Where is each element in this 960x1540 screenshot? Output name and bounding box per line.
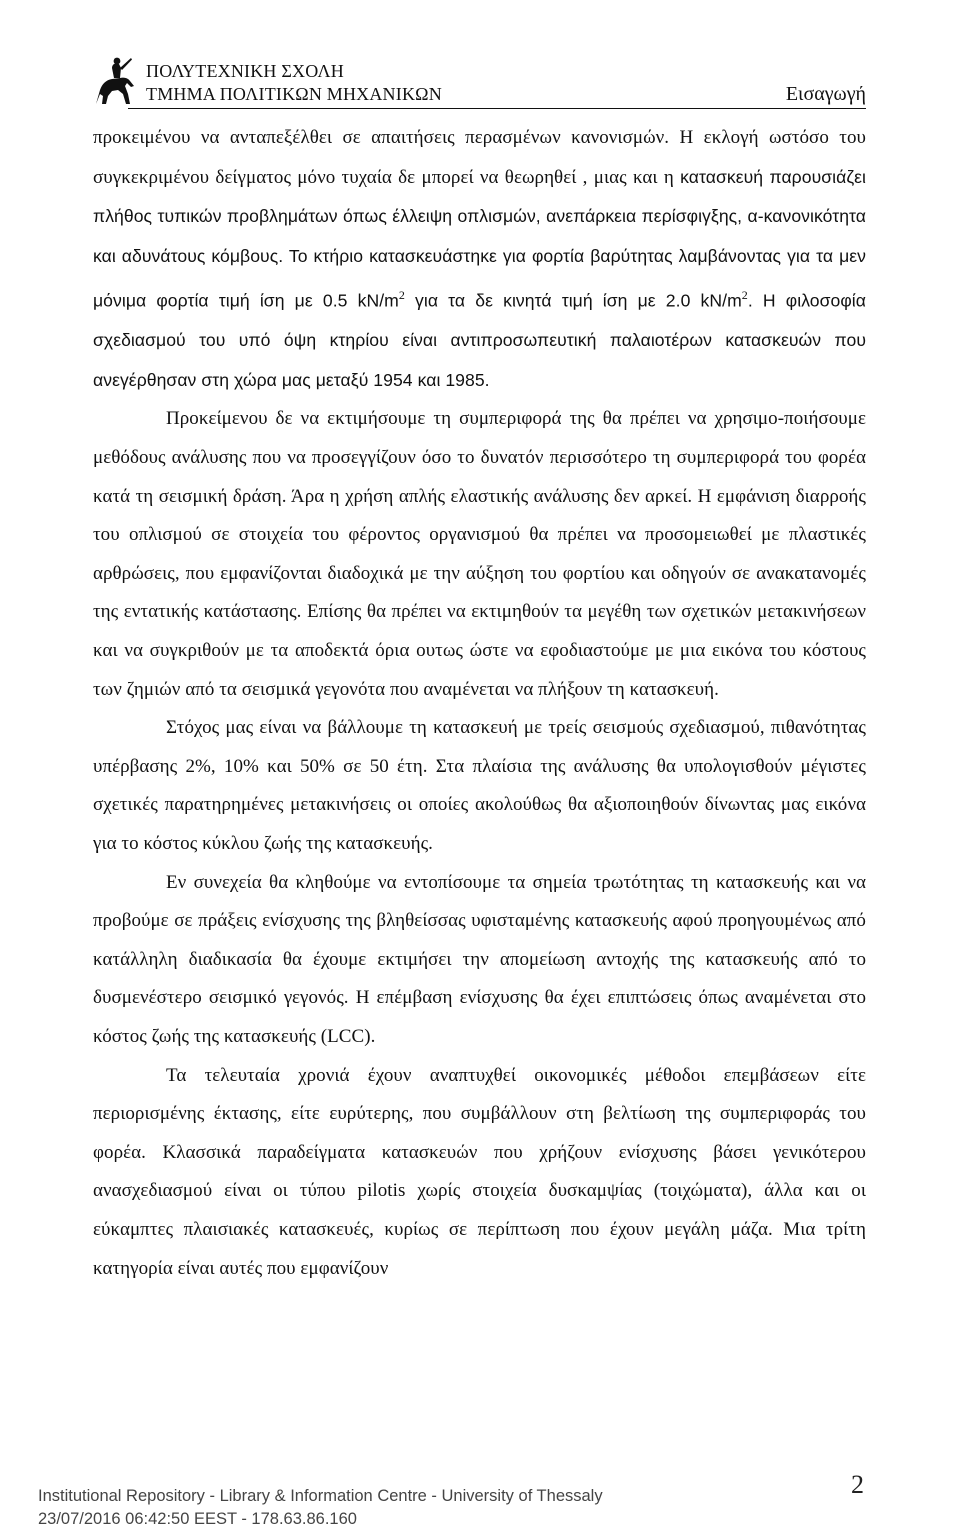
page-number: 2 — [851, 1470, 864, 1499]
paragraph-2: Προκείμενου δε να εκτιμήσουμε τη συμπεριφορά της θα πρέπει να χρησιμο-ποιήσουμε μεθόδους ανάλυσης που να προσεγγίζουν όσο το δυνατόν περισσότερο τη συμπεριφορά του φορέα κατά τη σεισμική δράση. Άρα η χρήση απλής ελαστικής ανάλυσης δεν αρκεί. Η εμφάνιση διαρροής του οπλισμού σε στοιχεία του φέροντος οργανισμού θα πρέπει να προσομειωθεί με πλαστικές αρθρώσεις, που εμφανίζονται διαδοχικά με την αύξηση του φορτίου και οδηγούν σε ανακατανομές της εντατικής κατάστασης. Επίσης θα πρέπει να εκτιμηθούν τα μεγέθη των σχετικών μετακινήσεων και να συγκριθούν με τα αποδεκτά όρια ουτως ώστε να εφοδιαστούμε με μια εικόνα του κόστους των ζημιών από τα σεισμικά γεγονότα που αναμένεται να πλήξουν τη κατασκευή. — [93, 408, 866, 700]
paragraph-4: Εν συνεχεία θα κληθούμε να εντοπίσουμε τα σημεία τρωτότητας τη κατασκευής και να προβούμε σε πράξεις ενίσχυσης της βληθείσσας υφισταμένης κατασκευής αφού προηγουμένως από κατάλληλη διαδικασία θα έχουμε εκτιμήσει την απομείωση αντοχής της κατασκευής από το δυσμενέστερο σεισμικό γεγονός. Η επέμβαση ενίσχυσης θα έχει επιπτώσεις όπως αναμένεται στο κόστος ζωής της κατασκευής (LCC). — [93, 871, 866, 1047]
superscript-2-b: 2 — [741, 288, 748, 303]
page-header — [90, 56, 866, 112]
header-divider — [128, 108, 866, 109]
school-name: ΠΟΛΥΤΕΧΝΙΚΗ ΣΧΟΛΗ — [146, 61, 344, 81]
paragraph-1-part-d: . Η φιλοσοφία σχεδιασμού του υπό όψη κτηρίου είναι αντιπροσωπευτική παλαιοτέρων κατασκευών που ανεγέρθησαν στη χώρα μας μεταξύ 1954 και 1985. — [93, 290, 866, 390]
download-datestamp: 23/07/2016 06:42:50 EEST - 178.63.86.160 — [38, 1510, 357, 1528]
paragraph-1-part-c: για τα δε κινητά τιμή ίση με 2.0 kN/m — [404, 290, 742, 311]
repository-footer: Institutional Repository - Library & Information Centre - University of Thessaly — [38, 1487, 603, 1505]
paragraph-1-part-b: κατασκευή παρουσιάζει πλήθος τυπικών προβλημάτων όπως έλλειψη οπλισμών, ανεπάρκεια περίσφιγξης, α-κανονικότητα και αδυνάτους κόμβους. Το κτήριο κατασκευάστηκε για φορτία βαρύτητας λαμβάνοντας για τα μεν μόνιμα φορτία τιμή ίση με 0.5 kN/m — [93, 166, 866, 311]
section-title: Εισαγωγή — [785, 83, 866, 105]
paragraph-3: Στόχος μας είναι να βάλλουμε τη κατασκευή με τρείς σεισμούς σχεδιασμού, πιθανότητας υπέρβασης 2%, 10% και 50% σε 50 έτη. Στα πλαίσια της ανάλυσης θα υπολογισθούν μέγιστες σχετικές παρατηρημένες μετακινήσεις οι οποίες ακολούθως θα αξιοποιηθούν δίνωντας μας εικόνα για το κόστος κύκλου ζωής της κατασκευής. — [93, 717, 866, 855]
university-logo-icon — [90, 56, 142, 108]
paragraph-1 — [93, 119, 866, 400]
paragraph-5: Τα τελευταία χρονιά έχουν αναπτυχθεί οικονομικές μέθοδοι επεμβάσεων είτε περιορισμένης έκτασης, είτε ευρύτερης, που συμβάλλουν στη βελτίωση της συμπεριφοράς του φορέα. Κλασσικά παραδείγματα κατασκευών που χρήζουν ενίσχυσης βάσει γενικότερου ανασχεδιασμού είναι οι τύπου pilotis χωρίς στοιχεία δυσκαμψίας (τοιχώματα), άλλα και οι εύκαμπτες πλαισιακές κατασκευές, κυρίως σε περίπτωση που έχουν μεγάλη μάζα. Μια τρίτη κατηγορία είναι αυτές που εμφανίζουν — [93, 1064, 866, 1279]
department-name: ΤΜΗΜΑ ΠΟΛΙΤΙΚΩΝ ΜΗΧΑΝΙΚΩΝ — [146, 84, 442, 104]
document-body — [93, 119, 866, 1288]
superscript-2-a: 2 — [398, 288, 405, 303]
paragraph-1-part-a: προκειμένου να ανταπεξέλθει σε απαιτήσεις περασμένων κανονισμών. Η εκλογή ωστόσο του συγκεκριμένου δείγματος μόνο τυχαία δε μπορεί να θεωρηθεί , μιας και η — [93, 127, 866, 188]
